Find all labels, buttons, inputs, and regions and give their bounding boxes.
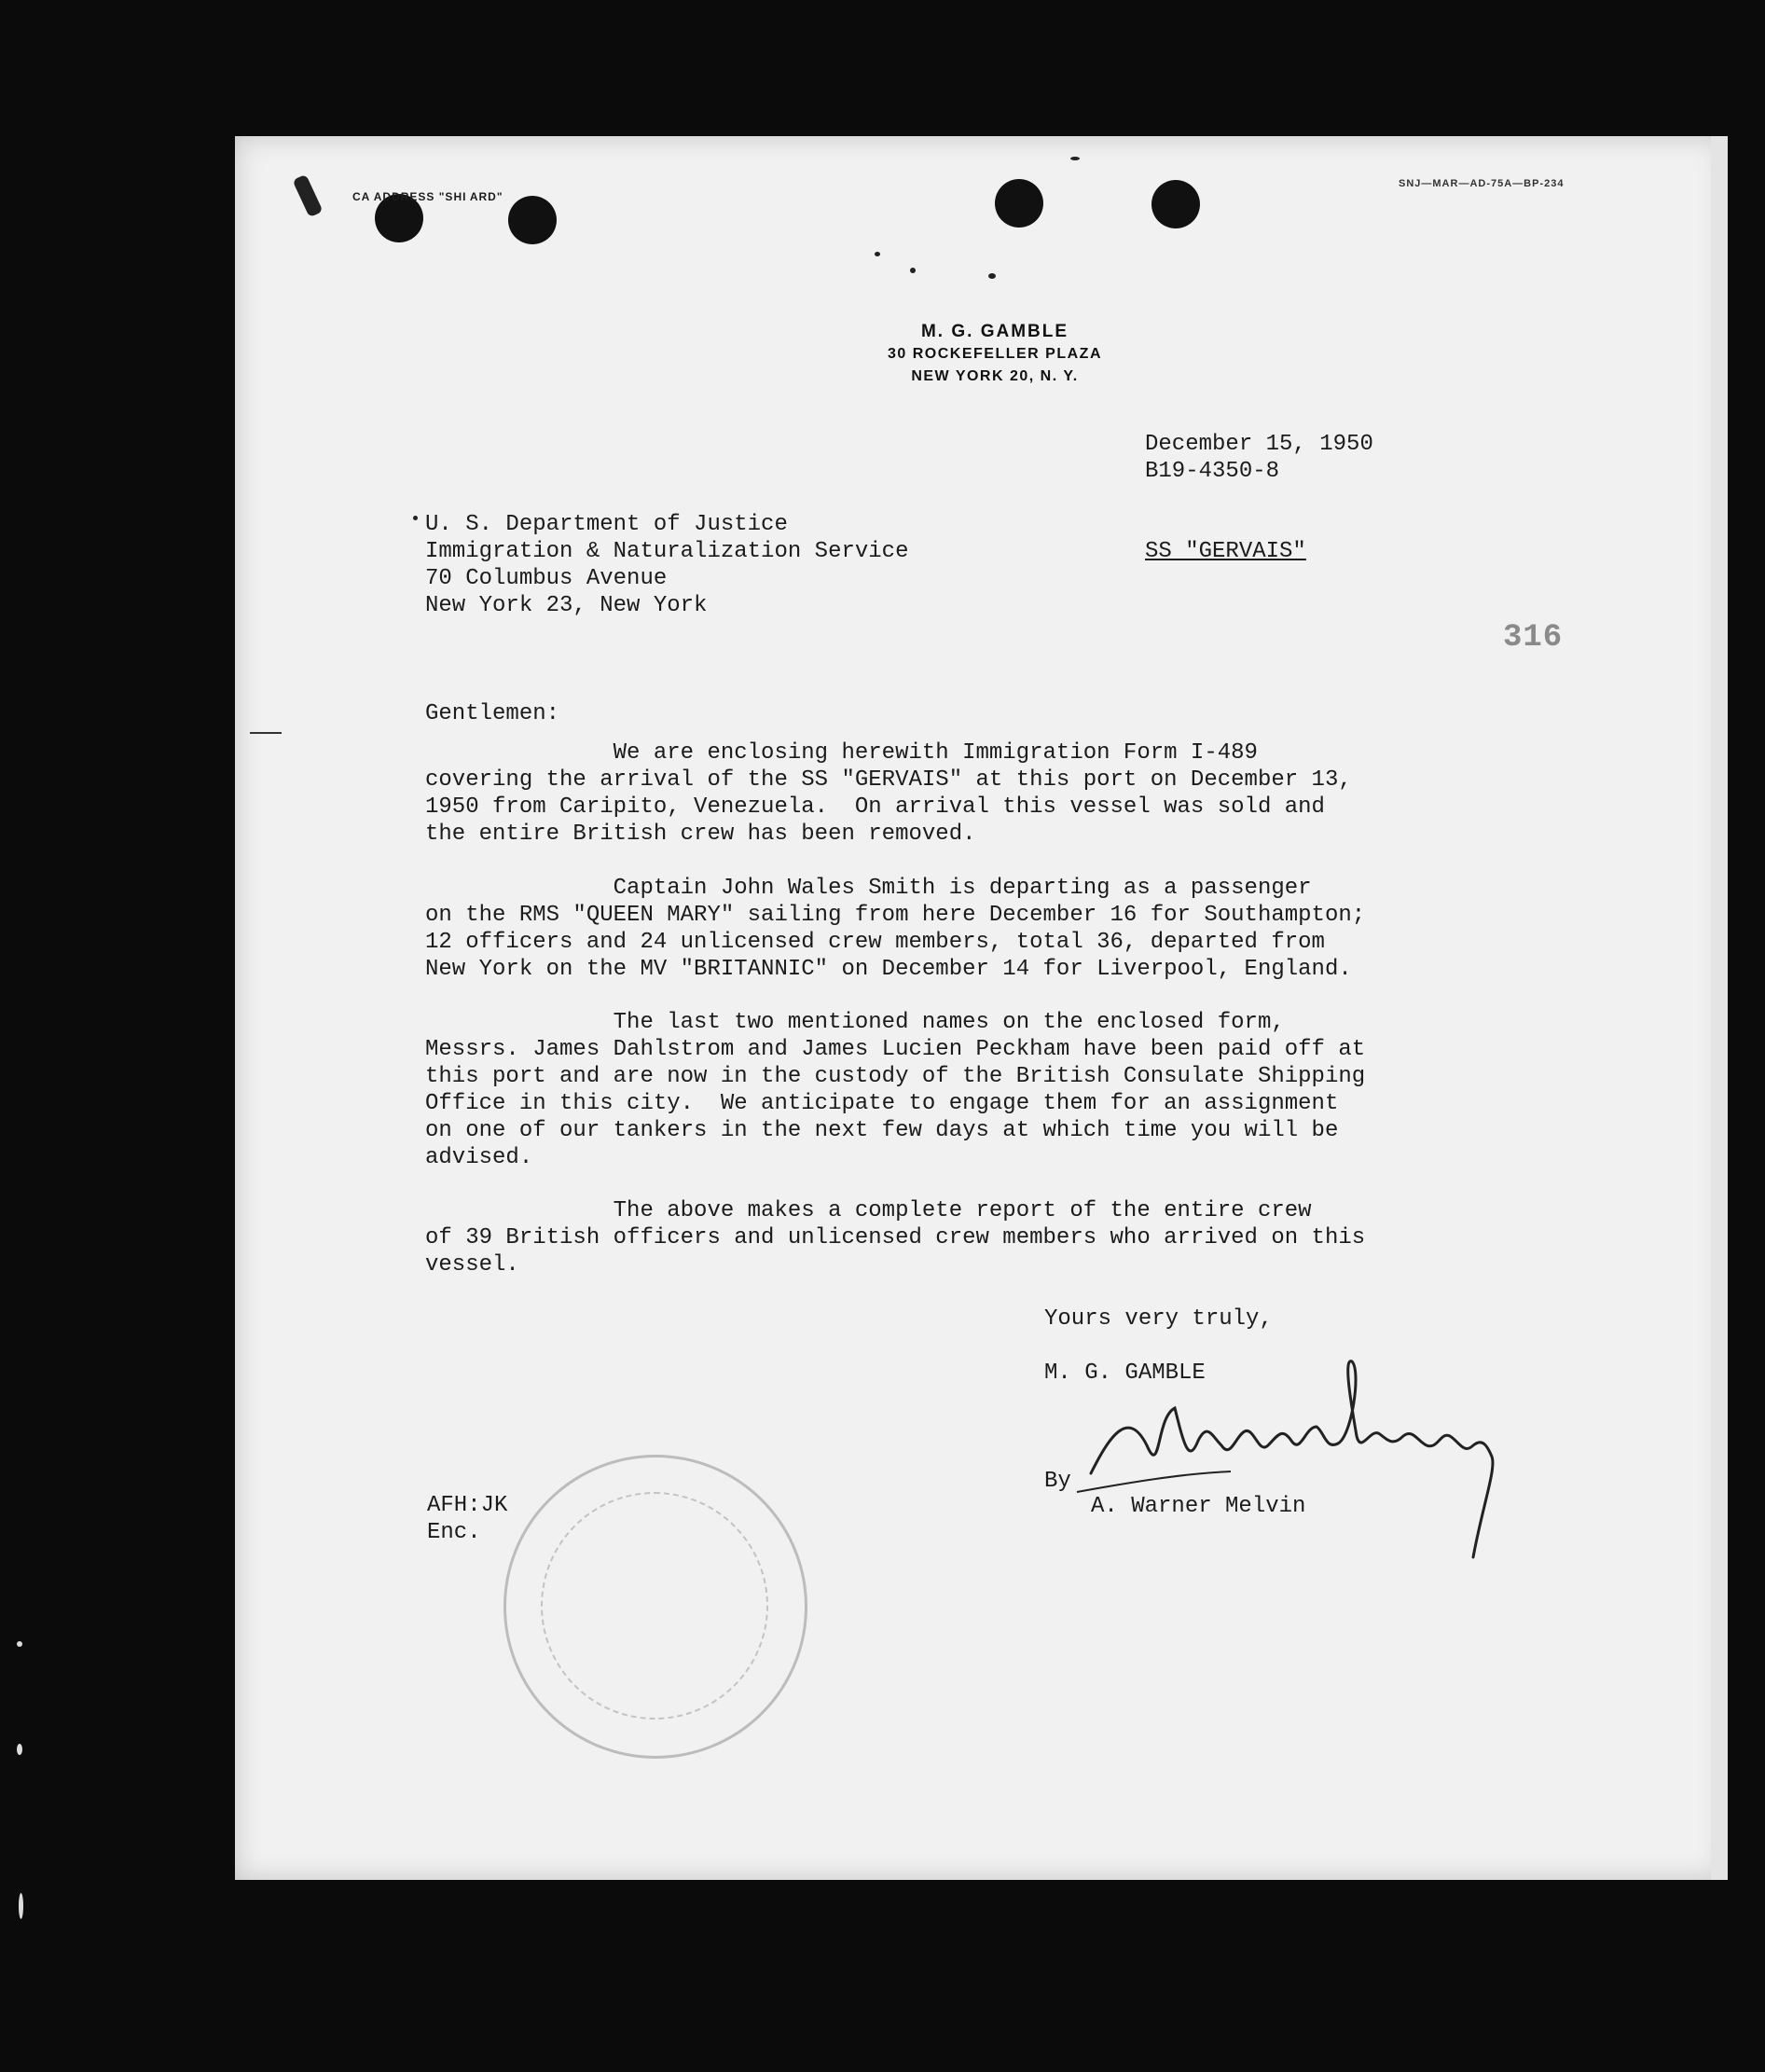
- body-line: covering the arrival of the SS "GERVAIS" at this port on December 13,: [425, 767, 1352, 793]
- recipient-line: New York 23, New York: [425, 593, 708, 618]
- film-mark: [19, 1893, 23, 1919]
- form-code: SNJ—MAR—AD-75A—BP-234: [1399, 178, 1565, 189]
- margin-mark: [250, 732, 282, 734]
- body-line: 1950 from Caripito, Venezuela. On arrival this vessel was sold and: [425, 794, 1325, 820]
- punch-hole: [508, 196, 557, 244]
- punch-hole: [1151, 180, 1200, 228]
- salutation: Gentlemen:: [425, 701, 560, 726]
- body-line: vessel.: [425, 1252, 519, 1278]
- typist-initials: AFH:JK: [427, 1493, 508, 1518]
- letter-page: [235, 136, 1725, 1880]
- body-line: on one of our tankers in the next few days at which time you will be: [425, 1118, 1339, 1143]
- film-mark: [17, 1744, 22, 1755]
- body-line: Office in this city. We anticipate to engage them for an assignment: [425, 1091, 1339, 1116]
- body-line: this port and are now in the custody of the British Consulate Shipping: [425, 1064, 1366, 1089]
- body-line: The above makes a complete report of the entire crew: [425, 1198, 1312, 1223]
- ink-mark: [413, 516, 418, 520]
- recipient-line: Immigration & Naturalization Service: [425, 539, 909, 564]
- page-edge: [1711, 136, 1728, 1880]
- recipient-line: 70 Columbus Avenue: [425, 566, 668, 591]
- ink-mark: [988, 273, 996, 279]
- letterhead-street: 30 ROCKEFELLER PLAZA: [887, 346, 1102, 362]
- subject-line: SS "GERVAIS": [1145, 539, 1306, 564]
- handwritten-signature: [1072, 1352, 1557, 1576]
- body-line: The last two mentioned names on the enclosed form,: [425, 1010, 1285, 1035]
- punch-hole: [995, 179, 1043, 228]
- body-line: advised.: [425, 1145, 533, 1170]
- body-line: Messrs. James Dahlstrom and James Lucien Peckham have been paid off at: [425, 1037, 1366, 1062]
- ink-mark: [875, 252, 880, 256]
- closing: Yours very truly,: [1044, 1306, 1273, 1332]
- letterhead-name: M. G. GAMBLE: [920, 322, 1069, 341]
- film-mark: [17, 1641, 22, 1647]
- ink-mark: [910, 268, 916, 273]
- cable-address: CA ADDRESS "SHI ARD": [352, 190, 503, 203]
- ink-mark: [1070, 157, 1080, 160]
- page-number-stamp: 316: [1503, 620, 1564, 656]
- body-line: Captain John Wales Smith is departing as a passenger: [425, 876, 1312, 901]
- signer-name: A. Warner Melvin: [1091, 1494, 1306, 1519]
- body-line: New York on the MV "BRITANNIC" on December 14 for Liverpool, England.: [425, 957, 1352, 982]
- file-reference: B19-4350-8: [1145, 459, 1280, 484]
- body-line: 12 officers and 24 unlicensed crew members, total 36, departed from: [425, 930, 1325, 955]
- body-line: the entire British crew has been removed.: [425, 822, 976, 847]
- company-signature: M. G. GAMBLE: [1044, 1361, 1206, 1386]
- body-line: on the RMS "QUEEN MARY" sailing from here December 16 for Southampton;: [425, 903, 1366, 928]
- recipient-line: U. S. Department of Justice: [425, 512, 788, 537]
- received-seal-inner: [541, 1492, 768, 1720]
- by-label: By: [1044, 1469, 1071, 1494]
- letter-date: December 15, 1950: [1145, 432, 1373, 457]
- enclosure-note: Enc.: [427, 1520, 481, 1545]
- body-line: of 39 British officers and unlicensed crew members who arrived on this: [425, 1225, 1366, 1250]
- body-line: We are enclosing herewith Immigration Form I-489: [425, 740, 1258, 766]
- letterhead-city: NEW YORK 20, N. Y.: [911, 368, 1079, 384]
